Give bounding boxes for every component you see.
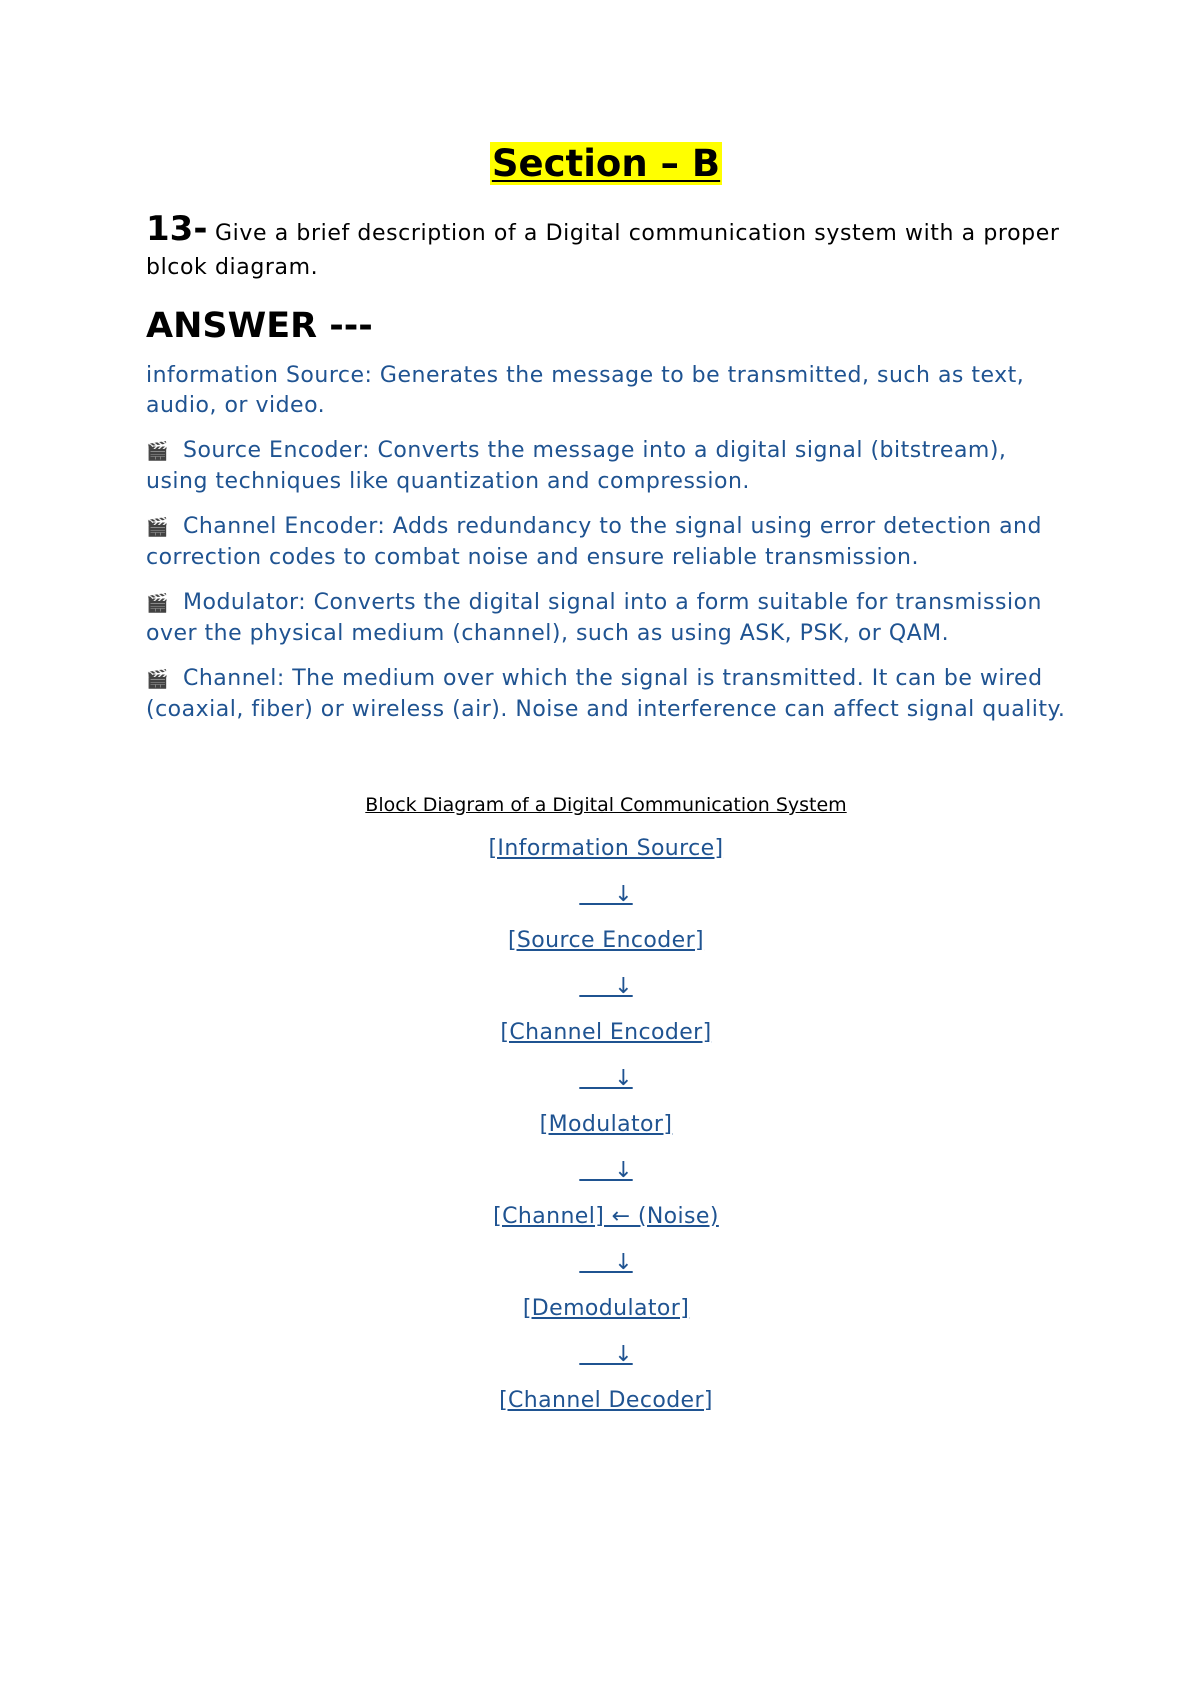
block-diagram <box>146 793 1066 1433</box>
answer-intro: information Source: Generates the message to be transmitted, such as text, audio, or video. <box>146 363 1025 418</box>
block-source-encoder: [Source Encoder] <box>507 928 705 953</box>
block-demodulator: [Demodulator] <box>522 1296 690 1321</box>
clapperboard-icon: 🎬 <box>146 441 169 462</box>
answer-bullet <box>146 664 1066 725</box>
block-information-source: [Information Source] <box>488 836 724 861</box>
diagram-title: Block Diagram of a Digital Communication System <box>365 794 847 816</box>
bullet-text: Modulator: Converts the digital signal into a form suitable for transmission over the physical medium (channel), such as using ASK, PSK, or QAM. <box>146 590 1042 646</box>
down-arrow: ↓ <box>579 974 633 999</box>
bullet-text: Source Encoder: Converts the message into a digital signal (bitstream), using techniques like quantization and compression. <box>146 438 1007 494</box>
answer-bullet <box>146 512 1066 573</box>
block-modulator: [Modulator] <box>539 1112 673 1137</box>
question-text: Give a brief description of a Digital communication system with a proper blcok diagram. <box>146 221 1060 280</box>
block-channel-encoder: [Channel Encoder] <box>500 1020 712 1045</box>
down-arrow: ↓ <box>579 882 633 907</box>
page-content <box>146 142 1066 1433</box>
down-arrow: ↓ <box>579 1250 633 1275</box>
clapperboard-icon: 🎬 <box>146 517 169 538</box>
answer-bullet <box>146 436 1066 497</box>
block-channel-noise: [Channel] ← (Noise) <box>493 1204 719 1229</box>
bullet-text: Channel: The medium over which the signal is transmitted. It can be wired (coaxial, fiber) or wireless (air). Noise and interference can affect signal quality. <box>146 666 1066 722</box>
question <box>146 209 1066 285</box>
down-arrow: ↓ <box>579 1066 633 1091</box>
clapperboard-icon: 🎬 <box>146 669 169 690</box>
down-arrow: ↓ <box>579 1158 633 1183</box>
answer-heading: ANSWER --- <box>146 306 373 346</box>
question-number: 13- <box>146 209 208 249</box>
section-heading <box>146 142 1066 194</box>
answer-bullet <box>146 588 1066 649</box>
section-title: Section – B <box>491 142 721 185</box>
block-channel-decoder: [Channel Decoder] <box>499 1388 713 1413</box>
clapperboard-icon: 🎬 <box>146 593 169 614</box>
bullet-text: Channel Encoder: Adds redundancy to the signal using error detection and correction codes to combat noise and ensure reliable transmission. <box>146 514 1042 570</box>
down-arrow: ↓ <box>579 1342 633 1367</box>
